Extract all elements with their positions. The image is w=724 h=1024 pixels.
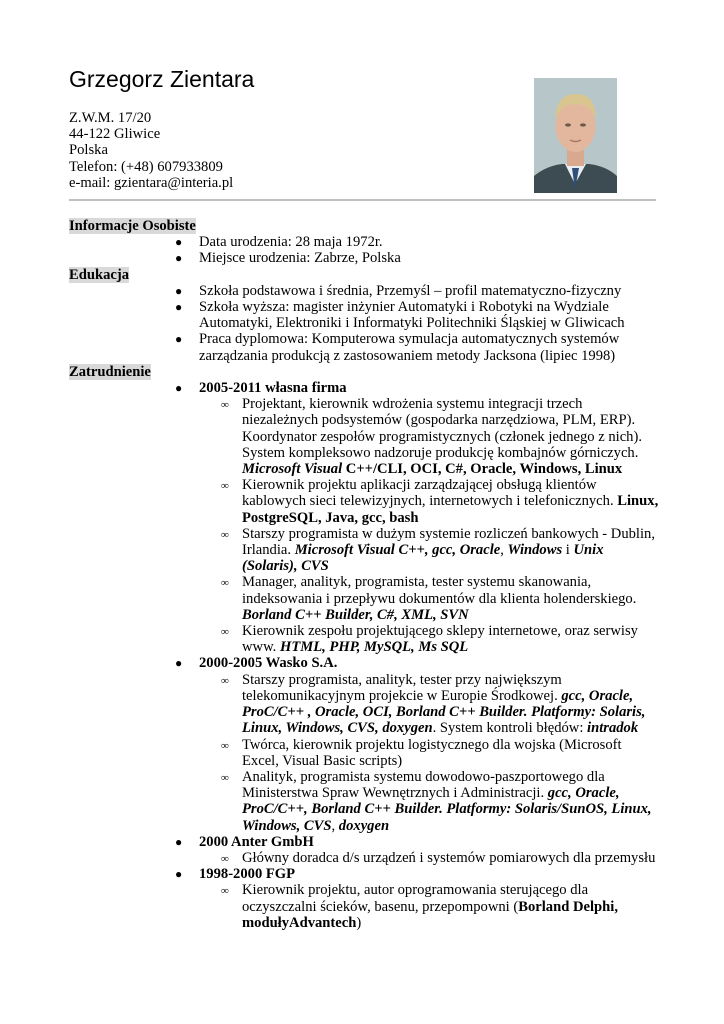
- duty-item: ∞ Kierownik zespołu projektującego sklepy internetowe, oraz serwisy www. HTML, PHP, MySQL, Ms SQL: [221, 623, 638, 656]
- job-title: 1998-2000 FGP: [199, 866, 296, 883]
- header-divider: [69, 199, 656, 201]
- employment-list: [69, 380, 659, 931]
- infinity-bullet-icon: ∞: [221, 674, 229, 687]
- job-duties: [199, 672, 659, 834]
- bullet-icon: ●: [175, 283, 183, 298]
- duty-item: ∞ Twórca, kierownik projektu logistycznego dla wojska (Microsoft Excel, Visual Basic scripts): [221, 736, 622, 769]
- country-line: Polska: [69, 142, 108, 159]
- list-item: ● Miejsce urodzenia: Zabrze, Polska: [175, 250, 401, 267]
- bullet-icon: ●: [175, 235, 183, 250]
- list-item: ● Praca dyplomowa: Komputerowa symulacja automatycznych systemów zarządzania produkcją z zastosowaniem metody Jacksona (lipiec 1998): [175, 331, 620, 364]
- contact-block: [69, 110, 233, 191]
- duty-item: ∞ Manager, analityk, programista, tester systemu skanowania, indeksowania i przepływu dokumentów dla klienta holenderskiego. Borland C++ Builder, C#, XML, SVN: [221, 574, 637, 623]
- education-list: [69, 283, 659, 364]
- bullet-icon: ●: [175, 251, 183, 266]
- cv-body: [69, 218, 659, 931]
- personal-list: [69, 234, 659, 266]
- email-line: e-mail: gzientara@interia.pl: [69, 174, 234, 191]
- section-education-title: Edukacja: [69, 266, 130, 283]
- job-title: 2000 Anter GmbH: [199, 833, 314, 850]
- duty-item: ∞ Starszy programista, analityk, tester przy największym telekomunikacyjnym projekcie w Europie Środkowej. gcc, Oracle, ProC/C++ , Oracle, OCI, Borland C++ Builder. Platformy: Solaris, Linux, Windows, CVS, doxygen. System kontroli błędów: intradok: [221, 671, 646, 737]
- profile-photo: [534, 78, 617, 193]
- job-entry: [69, 834, 659, 866]
- job-entry: [69, 380, 659, 655]
- infinity-bullet-icon: ∞: [221, 739, 229, 752]
- infinity-bullet-icon: ∞: [221, 528, 229, 541]
- infinity-bullet-icon: ∞: [221, 885, 229, 898]
- infinity-bullet-icon: ∞: [221, 626, 229, 639]
- infinity-bullet-icon: ∞: [221, 480, 229, 493]
- job-duties: [199, 396, 659, 655]
- job-duties: [199, 850, 659, 866]
- list-item: ● Data urodzenia: 28 maja 1972r.: [175, 234, 383, 251]
- list-item: ● Szkoła podstawowa i średnia, Przemyśl – profil matematyczno-fizyczny: [175, 282, 622, 299]
- bullet-icon: ●: [175, 300, 183, 315]
- duty-item: ∞ Starszy programista w dużym systemie rozliczeń bankowych - Dublin, Irlandia. Microsoft Visual C++, gcc, Oracle, Windows i Unix (Solaris), CVS: [221, 525, 655, 575]
- infinity-bullet-icon: ∞: [221, 399, 229, 412]
- section-employment-title: Zatrudnienie: [69, 363, 151, 380]
- infinity-bullet-icon: ∞: [221, 852, 229, 865]
- job-duties: [199, 882, 659, 931]
- job-title: 2005-2011 własna firma: [199, 380, 347, 397]
- address-line: Z.W.M. 17/20: [69, 110, 152, 126]
- job-entry: [69, 655, 659, 833]
- duty-item: ∞ Kierownik projektu aplikacji zarządzającej obsługą klientów kablowych sieci telewizyjnych, internetowych i telefonicznych. Linux, PostgreSQL, Java, gcc, bash: [221, 477, 659, 526]
- section-personal-title: Informacje Osobiste: [69, 218, 196, 234]
- job-title: 2000-2005 Wasko S.A.: [199, 655, 338, 672]
- duty-item: ∞ Analityk, programista systemu dowodowo-paszportowego dla Ministerstwa Spraw Wewnętrznych i Administracji. gcc, Oracle, ProC/C++, Borland C++ Builder. Platformy: Solaris/SunOS, Linux, Windows, CVS, doxygen: [221, 768, 652, 834]
- cv-name: Grzegorz Zientara: [69, 66, 255, 92]
- infinity-bullet-icon: ∞: [221, 577, 229, 590]
- duty-item: ∞ Główny doradca d/s urządzeń i systemów pomiarowych dla przemysłu: [221, 849, 656, 866]
- infinity-bullet-icon: ∞: [221, 771, 229, 784]
- duty-item: ∞ Projektant, kierownik wdrożenia systemu integracji trzech niezależnych podsystemów (gospodarka narzędziowa, PLM, ERP). Koordynator zespołów programistycznych (członek jednego z nich). System kompleksowo nadzoruje produkcję kombajnów górniczych. Microsoft Visual C++/CLI, OCI, C#, Oracle, Windows, Linux: [221, 396, 642, 478]
- bullet-icon: ●: [175, 656, 183, 671]
- phone-line: Telefon: (+48) 607933809: [69, 158, 223, 175]
- bullet-icon: ●: [175, 381, 183, 396]
- bullet-icon: ●: [175, 834, 183, 849]
- bullet-icon: ●: [175, 332, 183, 347]
- job-entry: [69, 866, 659, 931]
- list-item: ● Szkoła wyższa: magister inżynier Automatyki i Robotyki na Wydziale Automatyki, Elektroniki i Informatyki Politechniki Śląskiej w Gliwicach: [175, 299, 625, 332]
- city-line: 44-122 Gliwice: [69, 126, 161, 143]
- duty-item: ∞ Kierownik projektu, autor oprogramowania sterującego dla oczyszczalni ścieków, basenu, przepompowni (Borland Delphi, modułyAdvantech): [221, 882, 618, 931]
- bullet-icon: ●: [175, 867, 183, 882]
